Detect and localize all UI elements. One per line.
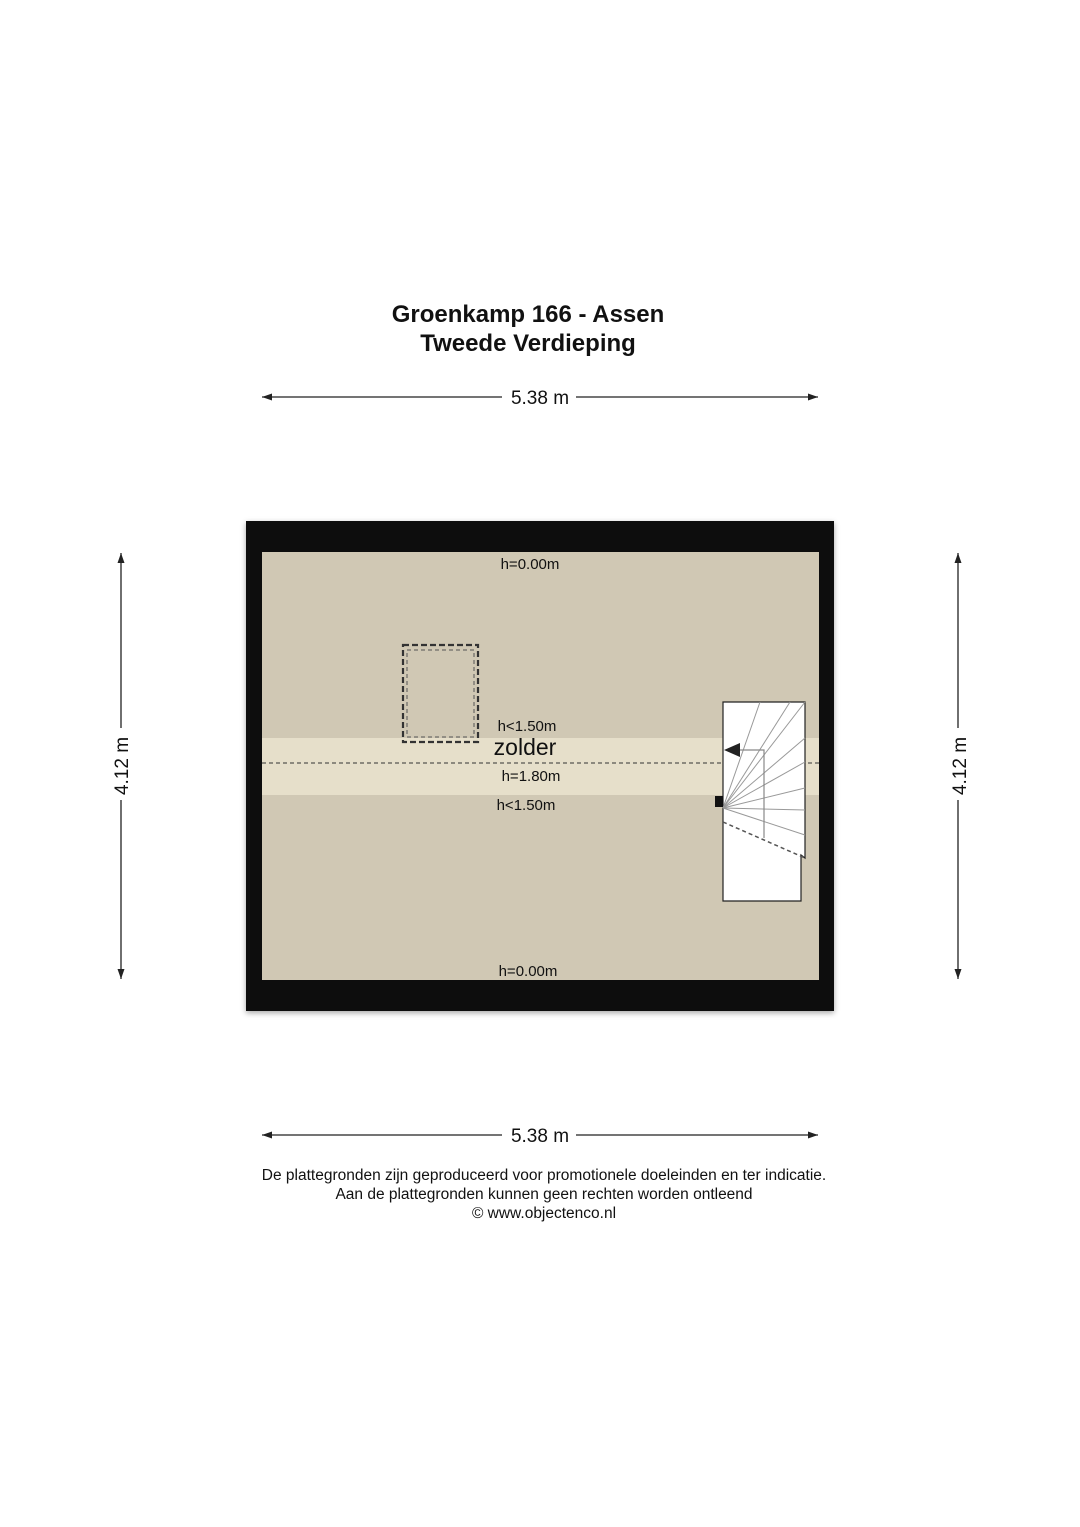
dimension-arrow-icon [808, 394, 818, 401]
staircase [715, 702, 805, 901]
disclaimer-line-1: De plattegronden zijn geproduceerd voor promotionele doeleinden en ter indicatie. [261, 1167, 827, 1184]
plan-title: Groenkamp 166 - Assen [391, 301, 665, 328]
stair-post [715, 796, 723, 807]
copyright-line: © www.objectenco.nl [471, 1205, 617, 1222]
top-width-label: 5.38 m [510, 388, 570, 409]
dimension-arrow-icon [262, 394, 272, 401]
plan-subtitle: Tweede Verdieping [420, 330, 636, 357]
height-label-top-edge: h=0.00m [500, 556, 560, 573]
dimension-arrow-icon [955, 969, 962, 979]
dimension-arrow-icon [118, 969, 125, 979]
bottom-width-dimension [262, 1123, 818, 1147]
height-label-lower-band: h<1.50m [496, 797, 556, 814]
top-width-dimension [262, 385, 818, 409]
height-label-ridge: h=1.80m [501, 768, 561, 785]
left-height-label: 4.12 m [112, 736, 133, 796]
right-height-label: 4.12 m [950, 736, 971, 796]
right-height-dimension [946, 553, 971, 979]
height-label-upper-band: h<1.50m [497, 718, 557, 735]
dimension-arrow-icon [118, 553, 125, 563]
left-height-dimension [109, 553, 133, 979]
dimension-arrow-icon [808, 1132, 818, 1139]
disclaimer-line-2: Aan de plattegronden kunnen geen rechten worden ontleend [335, 1186, 753, 1203]
height-label-bottom-edge: h=0.00m [498, 963, 558, 980]
dimension-arrow-icon [955, 553, 962, 563]
bottom-width-label: 5.38 m [510, 1126, 570, 1147]
room-name: zolder [493, 734, 557, 760]
dimension-arrow-icon [262, 1132, 272, 1139]
